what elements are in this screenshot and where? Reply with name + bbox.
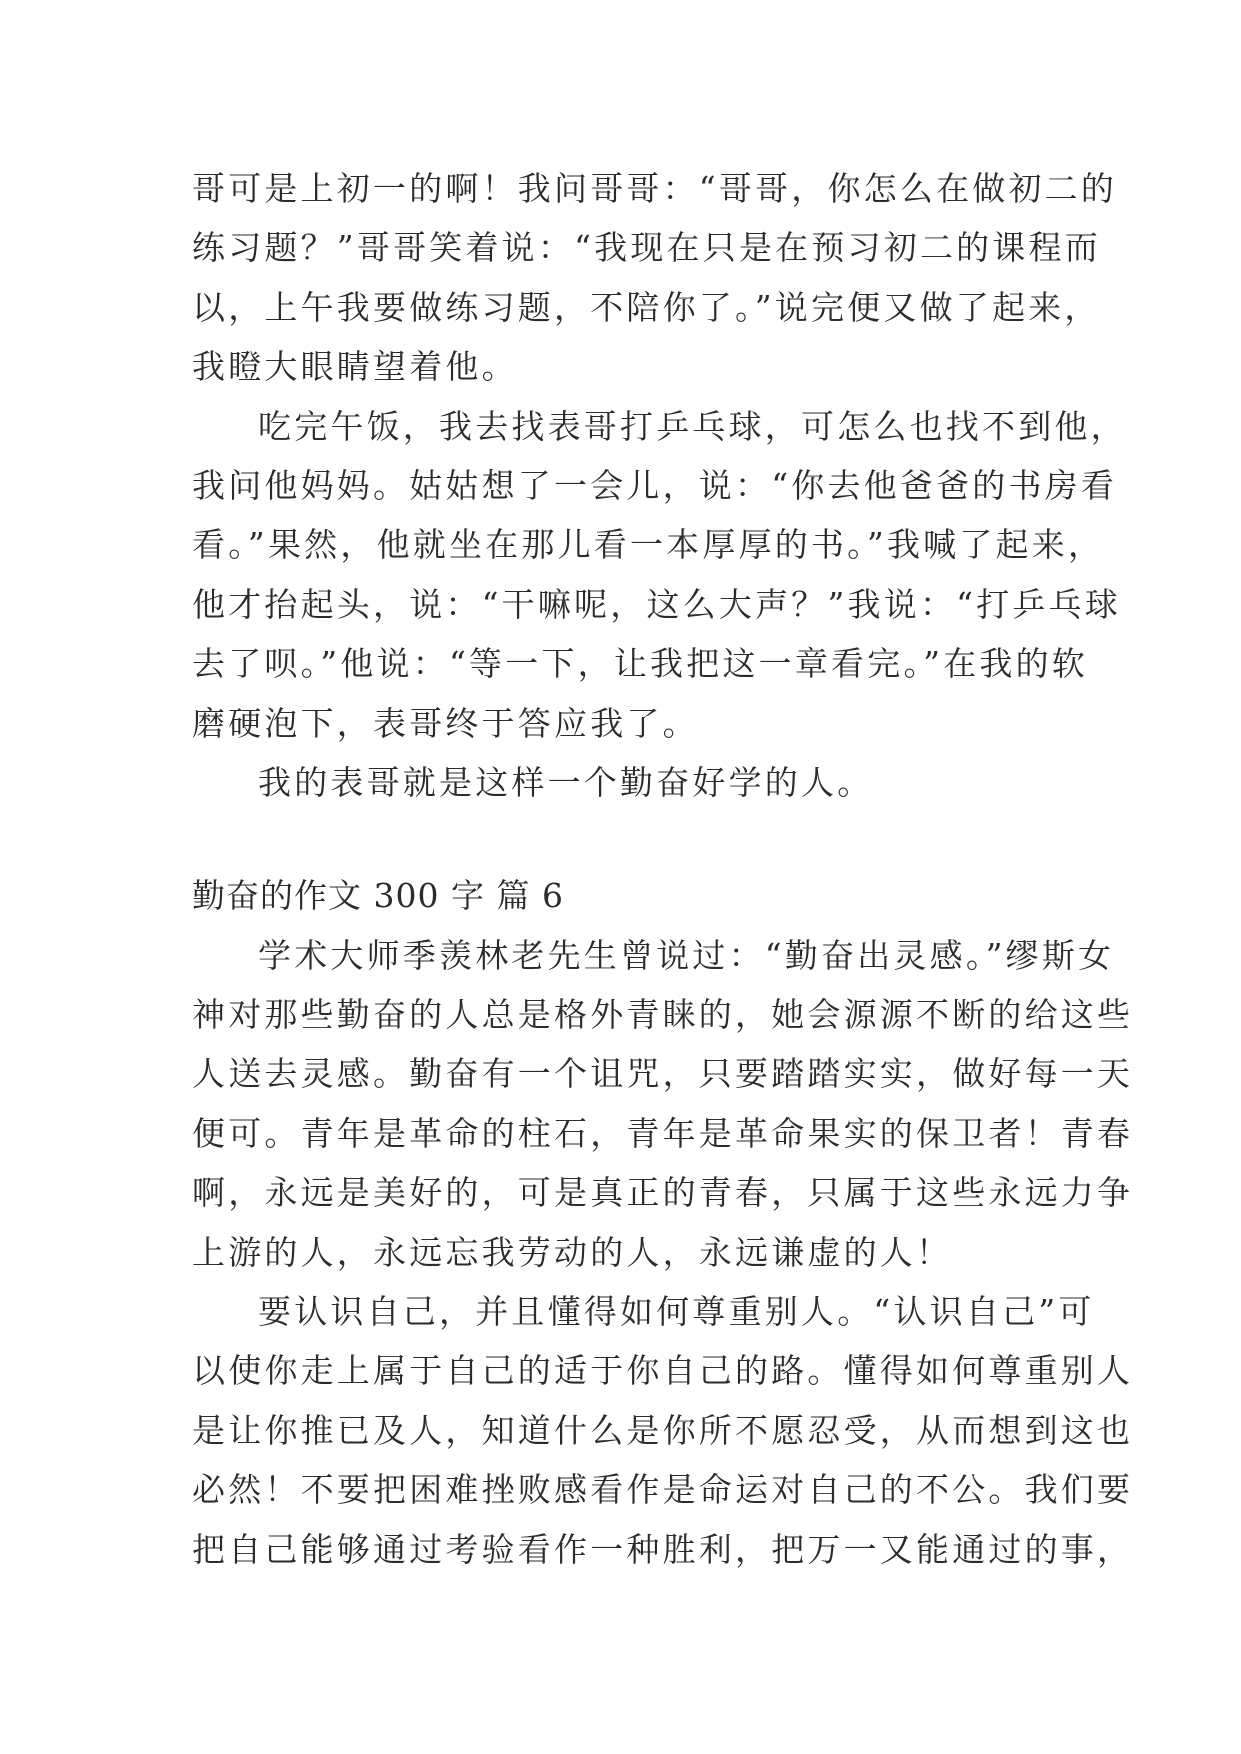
text-line: 要认识自己，并且懂得如何尊重别人。“认识自己”可 bbox=[258, 1292, 1095, 1332]
text-line: 人送去灵感。勤奋有一个诅咒，只要踏踏实实，做好每一天 bbox=[192, 1054, 1134, 1094]
text-line: 我瞪大眼睛望着他。 bbox=[192, 347, 518, 387]
text-line: 我的表哥就是这样一个勤奋好学的人。 bbox=[258, 762, 874, 802]
text-line: 看。”果然，他就坐在那儿看一本厚厚的书。”我喊了起来， bbox=[192, 525, 1105, 565]
text-line: 磨硬泡下，表哥终于答应我了。 bbox=[192, 703, 699, 743]
text-line: 吃完午饭，我去找表哥打乒乓球，可怎么也找不到他， bbox=[258, 406, 1127, 446]
text-line: 便可。青年是革命的柱石，青年是革命果实的保卫者！青春 bbox=[192, 1113, 1134, 1153]
text-line: 以使你走上属于自己的适于你自己的路。懂得如何尊重别人 bbox=[192, 1351, 1134, 1391]
paragraph-continuation bbox=[192, 159, 1118, 397]
section-heading: 勤奋的作文 300 字 篇 6 bbox=[192, 876, 564, 916]
text-line: 啊，永远是美好的，可是真正的青春，只属于这些永远力争 bbox=[192, 1173, 1134, 1213]
paragraph bbox=[192, 926, 1134, 1282]
paragraph bbox=[192, 753, 1062, 812]
section-spacer bbox=[192, 812, 1062, 866]
paragraph bbox=[192, 1282, 1134, 1579]
text-line: 神对那些勤奋的人总是格外青睐的，她会源源不断的给这些 bbox=[192, 995, 1134, 1035]
text-line: 他才抬起头，说：“干嘛呢，这么大声？”我说：“打乒乓球 bbox=[192, 584, 1122, 624]
text-line: 把自己能够通过考验看作一种胜利，把万一又能通过的事， bbox=[192, 1529, 1134, 1569]
text-line: 哥可是上初一的啊！我问哥哥：“哥哥，你怎么在做初二的 bbox=[192, 169, 1118, 208]
text-line: 是让你推已及人，知道什么是你所不愿忍受，从而想到这也 bbox=[192, 1410, 1134, 1450]
text-line: 学术大师季羡林老先生曾说过：“勤奋出灵感。”缪斯女 bbox=[258, 935, 1115, 975]
paragraph bbox=[192, 397, 1127, 753]
text-line: 上游的人，永远忘我劳动的人，永远谦虚的人！ bbox=[192, 1232, 953, 1272]
text-line: 以，上午我要做练习题，不陪你了。”说完便又做了起来， bbox=[192, 287, 1101, 327]
document-body bbox=[192, 159, 1134, 1579]
text-line: 我问他妈妈。姑姑想了一会儿，说：“你去他爸爸的书房看 bbox=[192, 465, 1118, 505]
text-line: 去了呗。”他说：“等一下，让我把这一章看完。”在我的软 bbox=[192, 644, 1089, 684]
text-line: 必然！不要把困难挫败感看作是命运对自己的不公。我们要 bbox=[192, 1470, 1134, 1510]
text-line: 练习题？”哥哥笑着说：“我现在只是在预习初二的课程而 bbox=[192, 228, 1101, 268]
